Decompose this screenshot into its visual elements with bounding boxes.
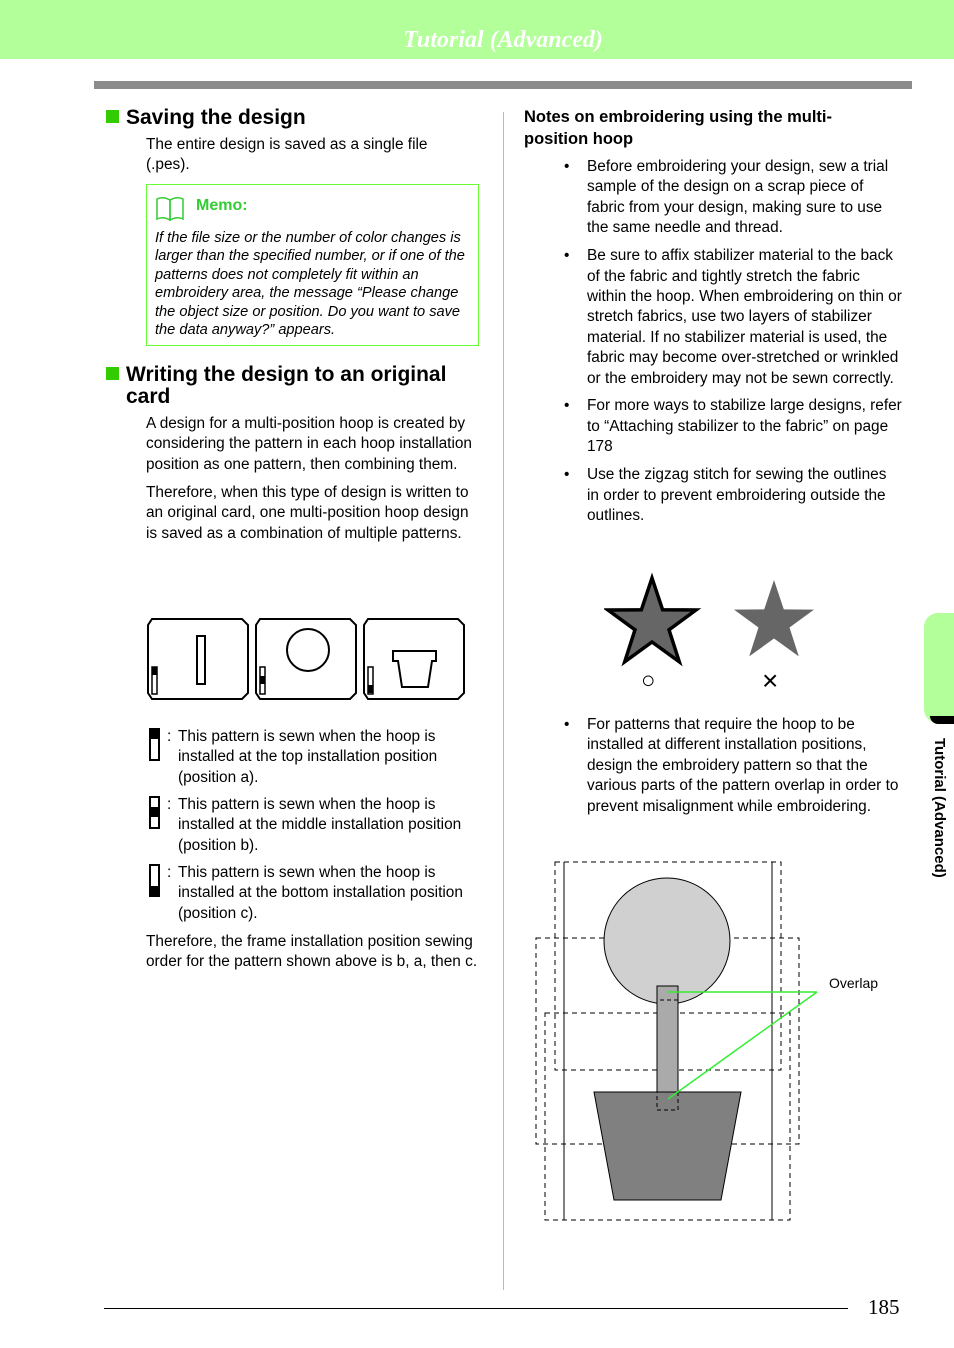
saving-heading: Saving the design: [126, 107, 306, 129]
chapter-tab: [924, 613, 954, 723]
good-mark: ○: [641, 667, 656, 694]
hoop-pattern-c: [364, 619, 464, 699]
chapter-tab-notch: [930, 716, 954, 724]
footer-rule: [104, 1308, 848, 1309]
overlap-tree-figure: [533, 858, 833, 1226]
book-icon: [155, 196, 185, 222]
writing-paragraph-2: Therefore, when this type of design is written to an original card, one multi-position hoop design is saved as a combination of multiple patterns.: [146, 483, 469, 542]
overlap-leader-line-2: [668, 992, 817, 1099]
page-number: 185: [868, 1295, 900, 1319]
heading-bullet-square: [106, 367, 119, 380]
notes-heading: Notes on embroidering using the multi-position hoop: [524, 108, 833, 148]
hoop-patterns-figure: [146, 617, 466, 701]
star-with-outline: [608, 578, 696, 662]
list-item: • Before embroidering your design, sew a trial sample of the design on a scrap piece of fabric from your design, making sure to use the same needle and thread.: [564, 158, 889, 237]
position-b-icon: [149, 796, 161, 830]
tree-crown: [604, 878, 730, 1004]
position-a-icon: [149, 728, 161, 762]
writing-paragraph-1: A design for a multi-position hoop is created by considering the pattern in each hoop installation position as one pattern, then combining them.: [146, 415, 472, 473]
star-outline-comparison-figure: [604, 572, 824, 694]
tree-pot: [594, 1092, 741, 1200]
list-item: • Use the zigzag stitch for sewing the outlines in order to prevent embroidering outside the outlines.: [564, 466, 887, 524]
memo-title: Memo:: [196, 197, 248, 214]
list-item: • For patterns that require the hoop to be installed at different installation positions, design the embroidery pattern so that the various parts of the pattern overlap in order to prevent misalignment while embroidering.: [564, 716, 899, 815]
position-c-icon: [149, 864, 161, 898]
tree-trunk: [657, 986, 678, 1102]
writing-paragraphs: [146, 414, 481, 551]
memo-text: If the file size or the number of color changes is larger than the specified number, or if one of the patterns does not completely fit within an embroidery area, the message “Please change the object size or position. Do you want to save the data anyway?” appears.: [155, 230, 465, 339]
hoop-pattern-b: [256, 619, 356, 699]
notes-bullet-list-2: [564, 715, 902, 825]
star-without-outline: [734, 580, 814, 656]
hoop-pattern-a: [148, 619, 248, 699]
memo-box: [146, 184, 479, 346]
heading-bullet-square: [106, 110, 119, 123]
bad-mark: ×: [762, 665, 779, 696]
page-header-title: Tutorial (Advanced): [403, 27, 603, 53]
column-divider: [503, 112, 504, 1290]
writing-conclusion: Therefore, the frame installation position sewing order for the pattern shown above is b, a, then c.: [146, 933, 478, 971]
list-item: • For more ways to stabilize large designs, refer to “Attaching stabilizer to the fabric” on page 178: [564, 397, 902, 456]
chapter-tab-label: Tutorial (Advanced): [931, 738, 948, 878]
overlap-label: Overlap: [829, 975, 879, 991]
header-divider: [94, 81, 912, 89]
writing-heading: Writing the design to an original card: [126, 364, 476, 408]
saving-text: The entire design is saved as a single file (.pes).: [146, 136, 428, 174]
notes-bullet-list: [564, 157, 902, 534]
list-item: • Be sure to affix stabilizer material to the back of the fabric and tightly stretch the fabric within the hoop. When embroidering on thin or stretch fabrics, use two layers of stabilizer material. If no stabilizer material is used, the fabric may become over-stretched or wrinkled or the embroidery may not be sewn correctly.: [564, 247, 902, 387]
